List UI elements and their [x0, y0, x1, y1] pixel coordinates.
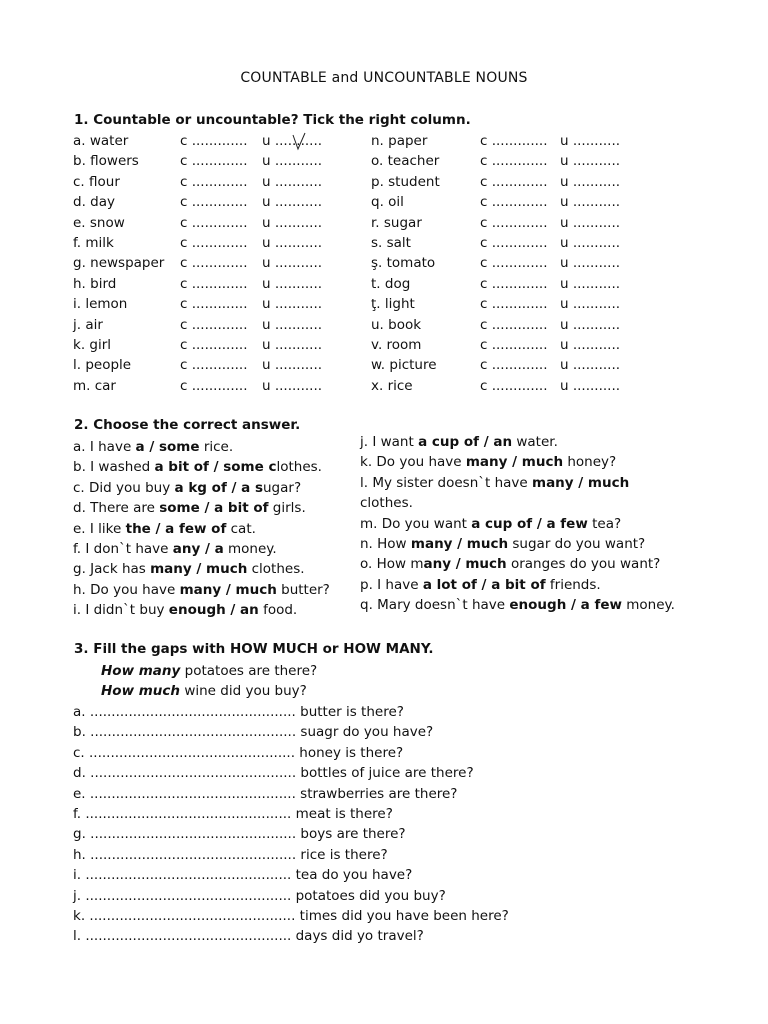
countable-slot: c ............. [480, 275, 548, 292]
uncountable-slot: u ........... [560, 377, 621, 394]
countable-slot: c ............. [480, 133, 548, 149]
sentence-text: i. I didn`t buy [73, 602, 169, 619]
worksheet-title: COUNTABLE and UNCOUNTABLE NOUNS [240, 70, 528, 86]
noun-word: ş. tomato [371, 255, 436, 272]
example-answer: How much [101, 683, 181, 700]
uncountable-slot: u ........... [560, 235, 621, 251]
countable-slot: c ............. [180, 275, 248, 292]
sentence-text: e. I like [73, 520, 126, 537]
sentence-text: q. Mary doesn`t have [360, 597, 510, 614]
noun-word: o. teacher [371, 153, 440, 170]
question-sentence [73, 457, 322, 477]
answer-choices: many / much [179, 581, 277, 598]
uncountable-slot: u ........... [262, 133, 323, 149]
sentence-text: b. I washed [73, 459, 155, 476]
answer-choices: the / a few of [125, 520, 227, 537]
uncountable-slot: u ........... [560, 357, 621, 374]
countable-slot: c ............. [180, 194, 248, 211]
noun-word: q. oil [371, 194, 404, 211]
noun-word: n. paper [371, 133, 428, 149]
sentence-text: f. I don`t have [73, 541, 173, 557]
countable-slot: c ............. [480, 194, 548, 211]
gap-item: a. ................................................ butter is there? [73, 704, 404, 720]
checkmark-icon [291, 131, 307, 153]
question-sentence [360, 514, 621, 534]
uncountable-slot: u ........... [560, 316, 621, 333]
gap-item: g. ................................................ boys are there? [73, 826, 406, 843]
sentence-text: money. [223, 541, 277, 557]
countable-slot: c ............. [480, 153, 548, 170]
question-sentence [360, 452, 616, 472]
gap-item: h. ................................................ rice is there? [73, 846, 388, 863]
sentence-text: cat. [226, 520, 256, 537]
question-sentence [73, 498, 306, 518]
sentence-text: sugar do you want? [508, 536, 646, 552]
countable-slot: c ............. [480, 337, 548, 353]
noun-word: j. air [73, 316, 103, 333]
section2-heading: 2. Choose the correct answer. [74, 417, 301, 433]
question-sentence [360, 575, 601, 595]
answer-choices: a lot of / a bit of [422, 576, 546, 593]
question-sentence [73, 519, 256, 539]
sentence-text: lothes. [276, 459, 322, 476]
answer-choices: enough / a few [509, 597, 622, 614]
uncountable-slot: u ........... [560, 153, 621, 170]
countable-slot: c ............. [180, 357, 248, 374]
noun-word: f. milk [73, 235, 114, 251]
example-sentence [101, 661, 317, 681]
noun-word: p. student [371, 173, 440, 190]
sentence-text: clothes. [360, 495, 413, 512]
countable-slot: c ............. [480, 296, 548, 313]
answer-choices: any / much [423, 556, 507, 573]
section1-heading: 1. Countable or uncountable? Tick the right column. [74, 112, 471, 128]
noun-word: v. room [371, 337, 422, 353]
answer-choices: a kg of / a s [174, 479, 263, 496]
uncountable-slot: u ........... [560, 173, 621, 190]
sentence-text: j. I want [360, 434, 419, 450]
sentence-text: p. I have [360, 576, 423, 593]
example-text: wine did you buy? [180, 683, 307, 700]
countable-slot: c ............. [180, 173, 248, 190]
question-sentence [360, 595, 675, 615]
sentence-text: oranges do you want? [506, 556, 661, 573]
uncountable-slot: u ........... [262, 275, 323, 292]
uncountable-slot: u ........... [262, 255, 323, 272]
countable-slot: c ............. [480, 255, 548, 272]
gap-item: c. ................................................ honey is there? [73, 744, 404, 761]
uncountable-slot: u ........... [262, 316, 323, 333]
uncountable-slot: u ........... [262, 357, 323, 374]
uncountable-slot: u ........... [262, 337, 323, 353]
noun-word: ţ. light [371, 296, 415, 313]
answer-choices: a bit of / some c [154, 459, 277, 476]
gap-item: d. ................................................ bottles of juice are there? [73, 765, 474, 782]
noun-word: d. day [73, 194, 115, 211]
gap-item: b. ................................................ suagr do you have? [73, 724, 434, 741]
countable-slot: c ............. [180, 153, 248, 170]
sentence-text: friends. [545, 576, 601, 593]
uncountable-slot: u ........... [262, 235, 323, 251]
answer-choices: a / some [135, 439, 200, 455]
uncountable-slot: u ........... [560, 133, 621, 149]
sentence-text: o. How m [360, 556, 424, 573]
sentence-text: tea? [587, 515, 622, 532]
example-sentence [101, 681, 307, 701]
answer-choices: a cup of / a few [471, 515, 588, 532]
noun-word: e. snow [73, 214, 125, 231]
noun-word: r. sugar [371, 214, 422, 231]
gap-item: f. ................................................ meat is there? [73, 806, 393, 822]
question-sentence [73, 437, 233, 457]
countable-slot: c ............. [180, 235, 248, 251]
question-sentence [360, 473, 629, 493]
question-sentence [73, 559, 305, 579]
countable-slot: c ............. [480, 214, 548, 231]
question-sentence [73, 539, 277, 559]
noun-word: a. water [73, 133, 129, 149]
noun-word: w. picture [371, 357, 437, 374]
sentence-text: girls. [268, 500, 306, 517]
answer-choices: enough / an [168, 602, 259, 619]
sentence-text: ugar? [263, 479, 302, 496]
question-sentence [360, 493, 413, 513]
gap-item: j. ................................................ potatoes did you buy? [73, 887, 446, 904]
uncountable-slot: u ........... [262, 296, 323, 313]
question-sentence [73, 580, 330, 600]
countable-slot: c ............. [480, 235, 548, 251]
sentence-text: clothes. [247, 561, 305, 578]
sentence-text: c. Did you buy [73, 479, 175, 496]
sentence-text: g. Jack has [73, 561, 151, 578]
uncountable-slot: u ........... [560, 255, 621, 272]
question-sentence [360, 554, 660, 574]
question-sentence [73, 600, 297, 620]
uncountable-slot: u ........... [262, 214, 323, 231]
countable-slot: c ............. [480, 173, 548, 190]
noun-word: i. lemon [73, 296, 128, 313]
answer-choices: some / a bit of [159, 500, 269, 517]
gap-item: i. ................................................ tea do you have? [73, 867, 413, 884]
uncountable-slot: u ........... [560, 194, 621, 211]
sentence-text: n. How [360, 536, 411, 552]
gap-item: e. ................................................ strawberries are there? [73, 785, 458, 802]
uncountable-slot: u ........... [262, 173, 323, 190]
sentence-text: food. [258, 602, 298, 619]
noun-word: x. rice [371, 377, 413, 394]
noun-word: g. newspaper [73, 255, 165, 272]
sentence-text: a. I have [73, 439, 136, 455]
answer-choices: many / much [532, 474, 630, 491]
countable-slot: c ............. [180, 133, 248, 149]
countable-slot: c ............. [480, 377, 548, 394]
noun-word: k. girl [73, 337, 112, 353]
noun-word: b. flowers [73, 153, 139, 170]
countable-slot: c ............. [480, 316, 548, 333]
sentence-text: h. Do you have [73, 581, 180, 598]
section3-heading: 3. Fill the gaps with HOW MUCH or HOW MANY. [74, 641, 434, 657]
answer-choices: many / much [465, 454, 564, 471]
countable-slot: c ............. [180, 337, 248, 353]
sentence-text: rice. [199, 439, 234, 455]
answer-choices: many / much [150, 561, 248, 578]
question-sentence [360, 534, 645, 554]
sentence-text: m. Do you want [360, 515, 472, 532]
countable-slot: c ............. [180, 377, 248, 394]
countable-slot: c ............. [180, 255, 248, 272]
countable-slot: c ............. [180, 214, 248, 231]
example-answer: How many [101, 663, 181, 679]
answer-choices: many / much [410, 536, 509, 552]
noun-word: u. book [371, 316, 422, 333]
question-sentence [73, 478, 301, 498]
question-sentence [360, 432, 558, 452]
countable-slot: c ............. [180, 316, 248, 333]
countable-slot: c ............. [480, 357, 548, 374]
countable-slot: c ............. [180, 296, 248, 313]
sentence-text: d. There are [73, 500, 160, 517]
sentence-text: l. My sister doesn`t have [360, 474, 532, 491]
sentence-text: honey? [563, 454, 617, 471]
gap-item: k. ................................................ times did you have been here? [73, 908, 509, 924]
noun-word: m. car [73, 377, 116, 394]
noun-word: h. bird [73, 275, 117, 292]
noun-word: t. dog [371, 275, 411, 292]
uncountable-slot: u ........... [560, 275, 621, 292]
uncountable-slot: u ........... [560, 337, 621, 353]
uncountable-slot: u ........... [262, 194, 323, 211]
uncountable-slot: u ........... [262, 377, 323, 394]
example-text: potatoes are there? [180, 663, 318, 679]
answer-choices: a cup of / an [418, 434, 513, 450]
sentence-text: butter? [276, 581, 330, 598]
sentence-text: water. [512, 434, 558, 450]
sentence-text: money. [621, 597, 675, 614]
uncountable-slot: u ........... [560, 296, 621, 313]
gap-item: l. ................................................ days did yo travel? [73, 928, 424, 945]
uncountable-slot: u ........... [262, 153, 323, 170]
noun-word: l. people [73, 357, 132, 374]
answer-choices: any / a [172, 541, 224, 557]
noun-word: s. salt [371, 235, 411, 251]
uncountable-slot: u ........... [560, 214, 621, 231]
sentence-text: k. Do you have [360, 454, 466, 471]
noun-word: c. flour [73, 173, 120, 190]
